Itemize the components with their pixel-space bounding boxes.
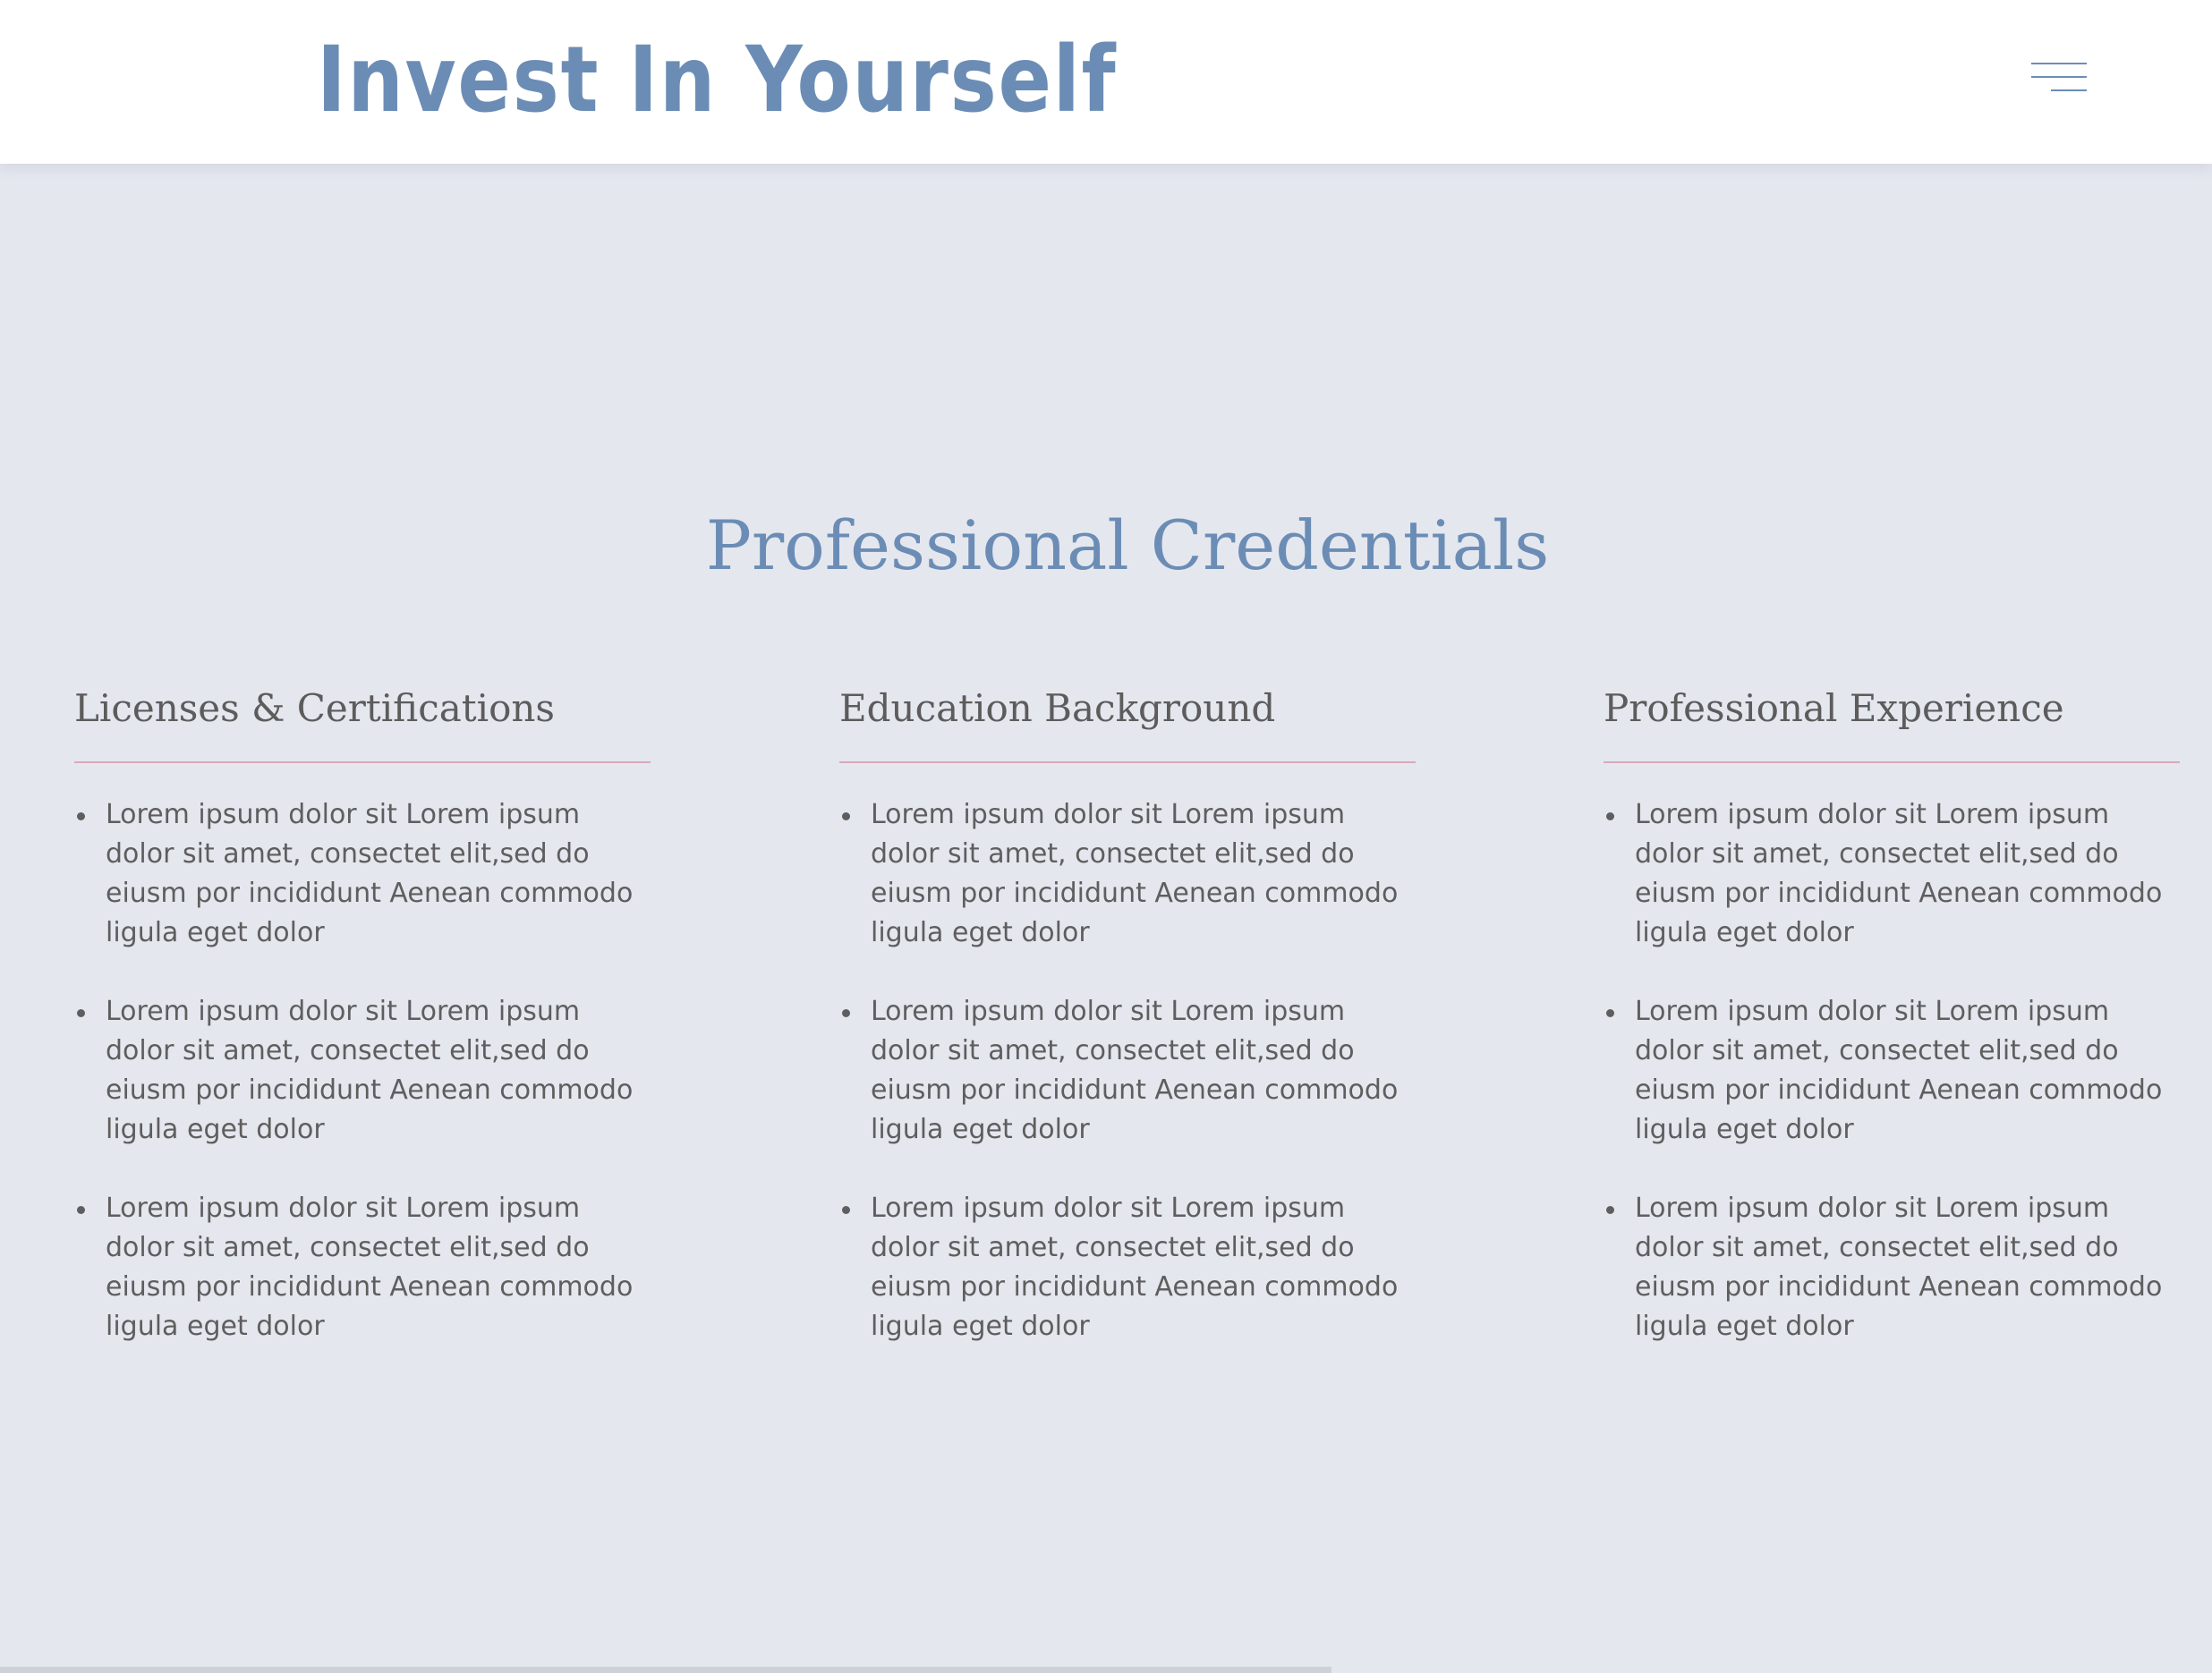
list-item: Lorem ipsum dolor sit Lorem ipsum dolor sit amet, consectet elit,sed do eiusm por incididunt Aenean commodo ligula eget dolor xyxy=(839,992,1416,1150)
site-logo[interactable]: Invest In Yourself xyxy=(317,27,1118,133)
column-divider xyxy=(839,761,1416,763)
column-heading: Professional Experience xyxy=(1604,686,2064,730)
licenses-column xyxy=(74,680,651,1386)
column-heading: Education Background xyxy=(839,686,1276,730)
site-header xyxy=(0,0,2212,164)
experience-column xyxy=(1604,680,2180,1386)
list-item: Lorem ipsum dolor sit Lorem ipsum dolor sit amet, consectet elit,sed do eiusm por incididunt Aenean commodo ligula eget dolor xyxy=(839,1189,1416,1346)
column-divider xyxy=(1604,761,2180,763)
list-item: Lorem ipsum dolor sit Lorem ipsum dolor sit amet, consectet elit,sed do eiusm por incididunt Aenean commodo ligula eget dolor xyxy=(74,795,651,953)
menu-line xyxy=(2051,89,2087,91)
list-item: Lorem ipsum dolor sit Lorem ipsum dolor sit amet, consectet elit,sed do eiusm por incididunt Aenean commodo ligula eget dolor xyxy=(1604,992,2180,1150)
list-item: Lorem ipsum dolor sit Lorem ipsum dolor sit amet, consectet elit,sed do eiusm por incididunt Aenean commodo ligula eget dolor xyxy=(1604,1189,2180,1346)
list-item: Lorem ipsum dolor sit Lorem ipsum dolor sit amet, consectet elit,sed do eiusm por incididunt Aenean commodo ligula eget dolor xyxy=(839,795,1416,953)
hamburger-menu-icon[interactable] xyxy=(2029,59,2087,100)
list-item: Lorem ipsum dolor sit Lorem ipsum dolor sit amet, consectet elit,sed do eiusm por incididunt Aenean commodo ligula eget dolor xyxy=(74,992,651,1150)
horizontal-scrollbar[interactable] xyxy=(0,1667,1331,1673)
column-divider xyxy=(74,761,651,763)
section-title: Professional Credentials xyxy=(705,505,1550,585)
column-heading: Licenses & Certifications xyxy=(74,686,555,730)
list-item: Lorem ipsum dolor sit Lorem ipsum dolor sit amet, consectet elit,sed do eiusm por incididunt Aenean commodo ligula eget dolor xyxy=(1604,795,2180,953)
education-column xyxy=(839,680,1416,1386)
menu-line xyxy=(2031,76,2087,78)
credentials-list xyxy=(74,795,651,1346)
credentials-list xyxy=(839,795,1416,1346)
list-item: Lorem ipsum dolor sit Lorem ipsum dolor sit amet, consectet elit,sed do eiusm por incididunt Aenean commodo ligula eget dolor xyxy=(74,1189,651,1346)
menu-line xyxy=(2031,63,2087,64)
credentials-list xyxy=(1604,795,2180,1346)
